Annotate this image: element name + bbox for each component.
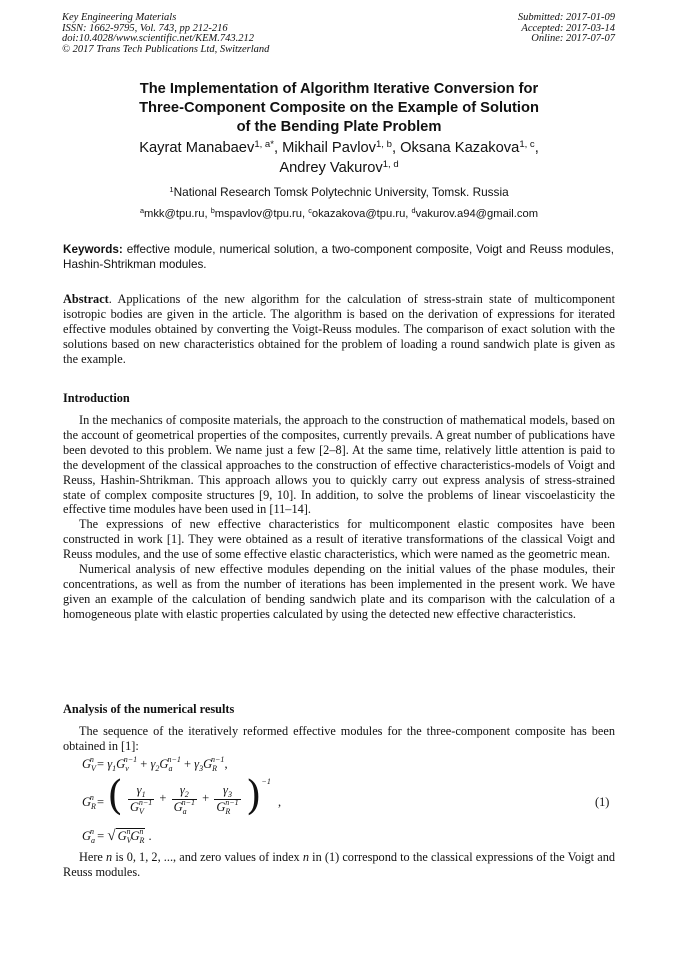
author-name: Oksana Kazakova xyxy=(400,140,520,156)
analysis-after-formula: Here n is 0, 1, 2, ..., and zero values of index n in (1) correspond to the classical expressions of the Voigt and Reuss modules. xyxy=(63,850,615,879)
abstract xyxy=(63,292,615,367)
abstract-label: Abstract xyxy=(63,292,109,306)
email-link[interactable]: vakurov.a94@gmail.com xyxy=(415,208,539,220)
analysis-intro: The sequence of the iteratively reformed effective modules for the three-component composite has been obtained in [1]: xyxy=(63,724,615,753)
submitted-date: Submitted: 2017-01-09 xyxy=(517,12,615,23)
author-name: Andrey Vakurov xyxy=(279,160,383,176)
introduction-body xyxy=(63,413,615,622)
paper-title: The Implementation of Algorithm Iterative Conversion for Three-Component Composite on the Example of Solution of the Bending Plate Problem xyxy=(139,81,539,135)
email-link[interactable]: mkk@tpu.ru, xyxy=(144,208,208,220)
paragraph: The expressions of new effective characteristics for multicomponent elastic composites have been constructed in work [1]. They were obtained as a result of iterative transformations of the classical Voigt and Reuss modules, and the use of some effective elastic characteristics, which were named as the geometric mean. xyxy=(63,517,615,562)
online-date: Online: 2017-07-07 xyxy=(531,33,615,45)
author-name: Kayrat Manabaev xyxy=(139,140,255,156)
author-emails: $^a$mkk@tpu.ru, $^b$mspavlov@tpu.ru, $^c$okazakova@tpu.ru, $^d$vakurov.a94@gmail.com xyxy=(139,206,539,220)
author-name: Mikhail Pavlov xyxy=(282,140,376,156)
keywords-label: Keywords: xyxy=(63,243,123,256)
equation-number: (1) xyxy=(595,795,610,809)
section-heading-introduction: Introduction xyxy=(63,391,130,405)
paragraph: Numerical analysis of new effective modules depending on the initial values of the phase modules, their concentrations, as well as from the number of iterations has been implemented in the present work. We have given an example of the calculation of bending sandwich plate and its comparison with the calculation of a homogeneous plate with elastic properties calculated by using the detected new effective characteristics. xyxy=(63,562,615,621)
keywords-text: effective module, numerical solution, a two-component composite, Voigt and Reuss modules, Hashin-Shtrikman modules. xyxy=(63,243,615,271)
journal-name: Key Engineering Materials xyxy=(62,12,177,23)
paragraph: In the mechanics of composite materials, the approach to the construction of mathematical models, based on the account of geometrical properties of the composites, currently prevails. A great number of publications have been devoted to this problem. We name just a few [2–8]. At the same time, relatively little attention is paid to the development of the classical approaches to the construction of effective characteristics-models of Voigt and Reuss, Hashin-Shtrikman. This approach allows you to quickly carry out express analysis of stress-strained state of complex composite structures [9, 10]. In addition, to solve the problems of linear viscoelasticity the effective time modules have been used in [11–14]. xyxy=(63,413,615,517)
formula-voigt: $G_V^n = \gamma_1G_v^{n-1} + \gamma_2G_a^{n-1} + \gamma_3G_R^{n-1}$, xyxy=(82,755,228,773)
keywords xyxy=(63,243,614,272)
submission-dates xyxy=(518,13,615,45)
email-link[interactable]: mspavlov@tpu.ru, xyxy=(214,208,306,220)
accepted-date: Accepted: 2017-03-14 xyxy=(521,22,615,34)
journal-info xyxy=(62,13,269,55)
abstract-text: . Applications of the new algorithm for the calculation of stress-strain state of multicomponent isotropic bodies are given in the article. The algorithm is based on the derivation of expressions for iterated effective modules obtained by converting the Voigt-Reuss modules. The comparison of exact solution with the solutions based on new characteristics obtained for the problem of loading a round sandwich plate is given as the example. xyxy=(63,292,615,366)
author-list: Kayrat Manabaev$^{1, a*}$, Mikhail Pavlov$^{1, b}$, Oksana Kazakova$^{1, c}$, Andrey Vakurov$^{1, d}$ xyxy=(139,139,539,176)
doi-line: doi:10.4028/www.scientific.net/KEM.743.212 xyxy=(62,33,254,45)
formula-geometric-mean: $G_a^n$ = √ $G_V^nG_R^n$ . xyxy=(82,827,152,845)
section-heading-analysis: Analysis of the numerical results xyxy=(63,702,235,716)
affiliation: $^1$National Research Tomsk Polytechnic University, Tomsk. Russia xyxy=(169,185,509,199)
copyright-line: © 2017 Trans Tech Publications Ltd, Switzerland xyxy=(62,43,270,55)
formula-reuss: $G_R^n$ = ( $\frac{\gamma_1}{G_V^{n-1}}$ + $\frac{\gamma_2}{G_a^{n-1}}$ + $\frac{\gamma_3}{G_R^{n-1}}$ )$^{-1}$ , xyxy=(82,773,282,819)
issn-line: ISSN: 1662-9795, Vol. 743, pp 212-216 xyxy=(62,22,228,34)
email-link[interactable]: okazakova@tpu.ru, xyxy=(311,208,409,220)
